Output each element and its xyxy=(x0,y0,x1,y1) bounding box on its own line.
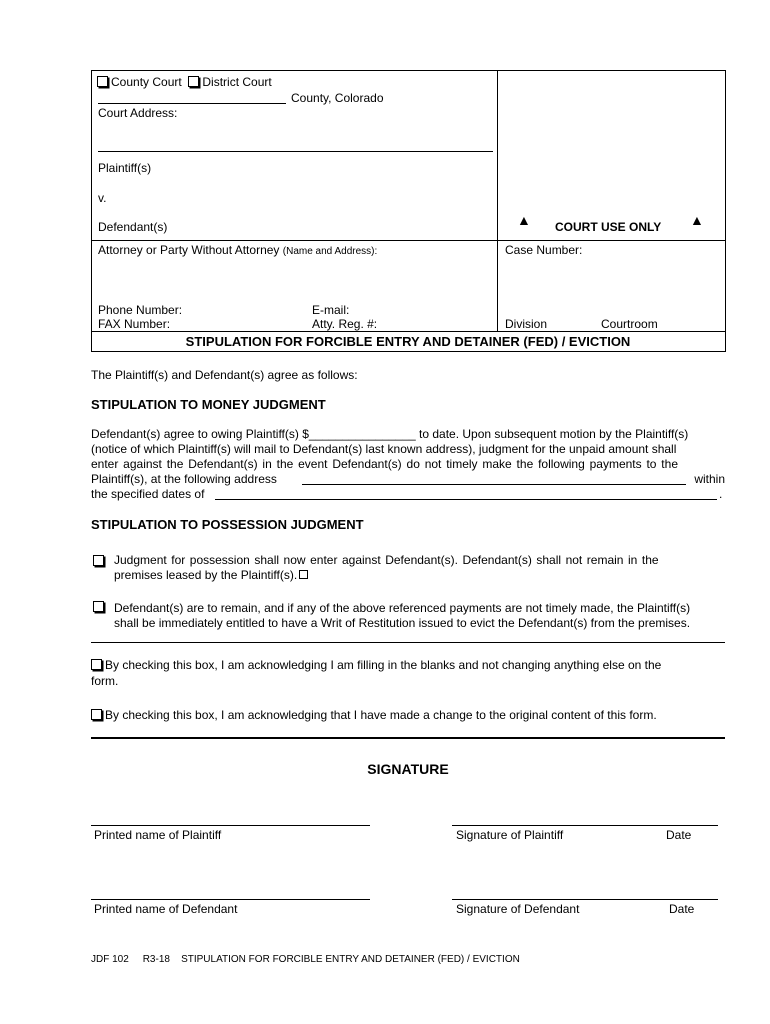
phone-label: Phone Number: xyxy=(98,303,183,317)
plaintiff-signature-label: Signature of Plaintiff xyxy=(456,828,564,842)
section-divider-thick xyxy=(91,737,725,739)
section-divider-thin xyxy=(91,642,725,643)
plaintiff-printed-name-label: Printed name of Plaintiff xyxy=(94,828,222,842)
case-number-label: Case Number: xyxy=(505,243,583,257)
possession-option-1-line-2-text: premises leased by the Plaintiff(s). xyxy=(114,568,298,582)
ack-change-checkbox[interactable] xyxy=(91,709,102,720)
court-type-options xyxy=(97,75,272,89)
money-line-4-within: within xyxy=(694,472,725,486)
money-line-1: Defendant(s) agree to owing Plaintiff(s) $________________ to date. Upon subsequent motion by the Plaintiff(s) xyxy=(91,427,689,441)
ack-change-text: By checking this box, I am acknowledging that I have made a change to the original content of this form. xyxy=(105,708,657,722)
possession-option-1-line-1: Judgment for possession shall now enter against Defendant(s). Defendant(s) shall not remain in the xyxy=(114,553,659,567)
attorney-label xyxy=(98,243,377,257)
ack-change xyxy=(91,708,657,722)
footer xyxy=(91,954,520,965)
possession-option-1-line-2 xyxy=(114,568,725,583)
defendant-date-label: Date xyxy=(669,902,695,916)
court-address-field[interactable] xyxy=(98,151,493,152)
district-court-checkbox[interactable] xyxy=(188,76,199,87)
atty-reg-label: Atty. Reg. #: xyxy=(312,317,378,331)
caption-divider-title xyxy=(91,331,725,332)
possession-option-2 xyxy=(114,601,725,631)
possession-judgment-heading: STIPULATION TO POSSESSION JUDGMENT xyxy=(91,517,364,532)
footer-title: STIPULATION FOR FORCIBLE ENTRY AND DETAINER (FED) / EVICTION xyxy=(181,954,520,965)
possession-option-1 xyxy=(114,553,725,583)
plaintiffs-label: Plaintiff(s) xyxy=(98,161,152,175)
ack-fill-in-checkbox[interactable] xyxy=(91,659,102,670)
possession-option-1-checkbox[interactable] xyxy=(93,555,104,566)
inline-box-icon xyxy=(299,570,308,579)
county-court-checkbox[interactable] xyxy=(97,76,108,87)
defendant-printed-name-field[interactable] xyxy=(91,899,370,900)
versus-label: v. xyxy=(98,191,107,205)
ack-fill-in-line-1 xyxy=(91,657,725,673)
ack-fill-in-text: By checking this box, I am acknowledging I am filling in the blanks and not changing anything else on the xyxy=(105,658,662,672)
footer-revision: R3-18 xyxy=(142,954,170,965)
court-use-only-label: COURT USE ONLY xyxy=(555,220,662,234)
ack-fill-in-line-2: form. xyxy=(91,674,119,688)
county-state-label: County, Colorado xyxy=(291,91,384,105)
ack-fill-in xyxy=(91,657,725,689)
division-label: Division xyxy=(505,317,548,331)
footer-form-id: JDF 102 xyxy=(91,954,129,965)
plaintiff-printed-name-field[interactable] xyxy=(91,825,370,826)
money-judgment-paragraph xyxy=(91,427,725,502)
caption-divider-attorney xyxy=(91,240,725,241)
court-address-label: Court Address: xyxy=(98,106,178,120)
money-line-5-period: . xyxy=(719,487,723,501)
defendant-printed-name-label: Printed name of Defendant xyxy=(94,902,238,916)
money-judgment-heading: STIPULATION TO MONEY JUDGMENT xyxy=(91,397,326,412)
signature-heading: SIGNATURE xyxy=(367,761,449,777)
courtroom-label: Courtroom xyxy=(601,317,658,331)
plaintiff-signature-field[interactable] xyxy=(452,825,718,826)
money-line-4-text: Plaintiff(s), at the following address xyxy=(91,472,277,486)
possession-option-2-checkbox[interactable] xyxy=(93,601,104,612)
triangle-left-icon: ▲ xyxy=(517,212,531,228)
possession-option-2-line-2: shall be immediately entitled to have a Writ of Restitution issued to evict the Defendant(s) from the premises. xyxy=(114,616,691,630)
form-title: STIPULATION FOR FORCIBLE ENTRY AND DETAINER (FED) / EVICTION xyxy=(185,334,631,349)
fax-label: FAX Number: xyxy=(98,317,171,331)
county-court-label: County Court xyxy=(111,75,182,89)
email-label: E-mail: xyxy=(312,303,350,317)
payment-address-field[interactable] xyxy=(302,484,686,485)
caption-divider-vertical xyxy=(497,70,498,331)
intro-text: The Plaintiff(s) and Defendant(s) agree as follows: xyxy=(91,368,358,382)
possession-option-2-line-1: Defendant(s) are to remain, and if any of the above referenced payments are not timely made, the Plaintiff(s) xyxy=(114,601,691,615)
payment-dates-field[interactable] xyxy=(215,499,717,500)
attorney-label-text: Attorney or Party Without Attorney xyxy=(98,243,280,257)
district-court-label: District Court xyxy=(202,75,272,89)
county-name-field[interactable] xyxy=(98,103,286,104)
attorney-note: (Name and Address): xyxy=(282,246,378,257)
defendant-signature-field[interactable] xyxy=(452,899,718,900)
money-line-2: (notice of which Plaintiff(s) will mail to Defendant(s) last known address), judgment for the unpaid amount shall xyxy=(91,442,677,456)
triangle-right-icon: ▲ xyxy=(690,212,704,228)
caption-box xyxy=(91,70,726,352)
money-line-3: enter against the Defendant(s) in the event Defendant(s) do not timely make the following payments to the xyxy=(91,457,678,471)
money-line-5-text: the specified dates of xyxy=(91,487,205,501)
defendants-label: Defendant(s) xyxy=(98,220,168,234)
plaintiff-date-label: Date xyxy=(666,828,692,842)
defendant-signature-label: Signature of Defendant xyxy=(456,902,580,916)
